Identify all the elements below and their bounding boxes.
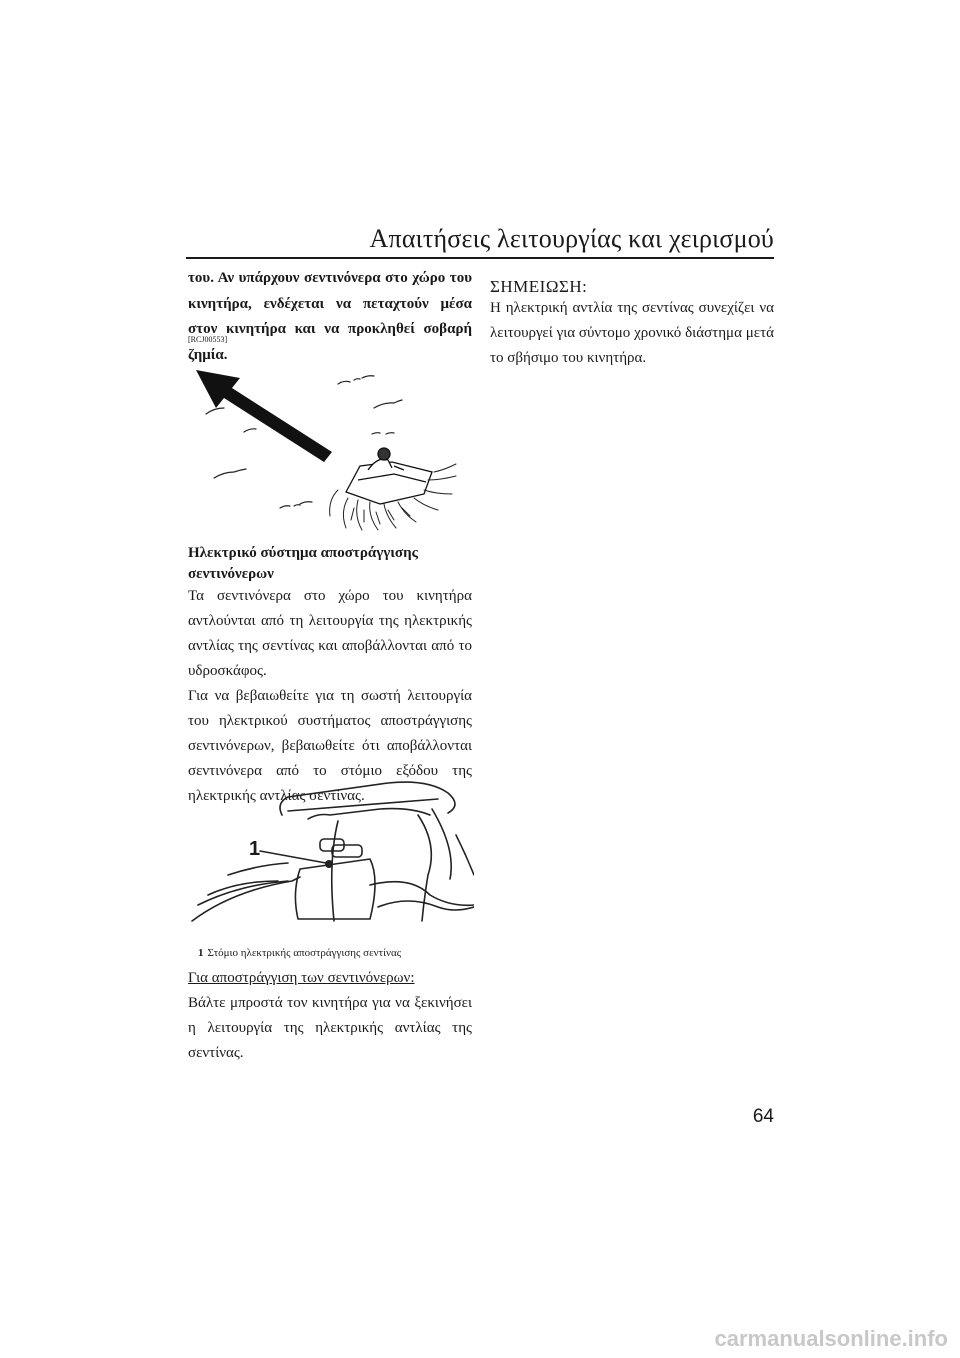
caption-text: Στόμιο ηλεκτρικής αποστράγγισης σεντίνας [207, 947, 402, 959]
watermark: carmanualsonline.info [714, 1326, 948, 1351]
header-rule [186, 257, 774, 259]
caption-number: 1 [198, 947, 204, 959]
watercraft-direction-illustration [188, 358, 474, 540]
warning-text: του. Αν υπάρχουν σεντινόνερα στο χώρο του κινητήρα, ενδέχεται να πεταχτούν μέσα στον κινητήρα και να προκληθεί σοβαρή ζημία. [188, 270, 472, 363]
section-heading: Ηλεκτρικό σύστημα αποστράγγισης σεντινόνερων [188, 545, 418, 582]
drain-subheading: Για αποστράγγιση των σεντινόνερων: [188, 970, 415, 986]
bilge-outlet-illustration [188, 775, 474, 933]
direction-arrow-icon [196, 370, 332, 462]
bilge-outlet-marker [325, 860, 333, 868]
drain-instructions: Βάλτε μπροστά τον κινητήρα για να ξεκινήσει η λειτουργία της ηλεκτρικής αντλίας της σεντίνας. [188, 995, 472, 1061]
warning-code: [RCJ00553] [188, 335, 228, 344]
note-text: Η ηλεκτρική αντλία της σεντίνας συνεχίζει να λειτουργεί για σύντομο χρονικό διάστημα μετά το σβήσιμο του κινητήρα. [490, 300, 774, 366]
paragraph-2: Για να βεβαιωθείτε για τη σωστή λειτουργία του ηλεκτρικού συστήματος αποστράγγισης σεντινόνερων, βεβαιωθείτε ότι αποβάλλονται σεντινόνερα από το στόμιο εξόδου της ηλεκτρικής αντλίας σεντίνας. [188, 688, 472, 804]
figure-caption [198, 947, 401, 959]
note-heading: ΣΗΜΕΙΩΣΗ: [490, 277, 588, 296]
paragraph-1: Τα σεντινόνερα στο χώρο του κινητήρα αντλούνται από τη λειτουργία της ηλεκτρικής αντλίας της σεντίνας και αποβάλλονται από το υδροσκάφος. [188, 588, 472, 679]
page-header-title: Απαιτήσεις λειτουργίας και χειρισμού [369, 224, 774, 253]
page-number: 64 [752, 1106, 774, 1127]
figure-callout-number: 1 [249, 838, 261, 860]
